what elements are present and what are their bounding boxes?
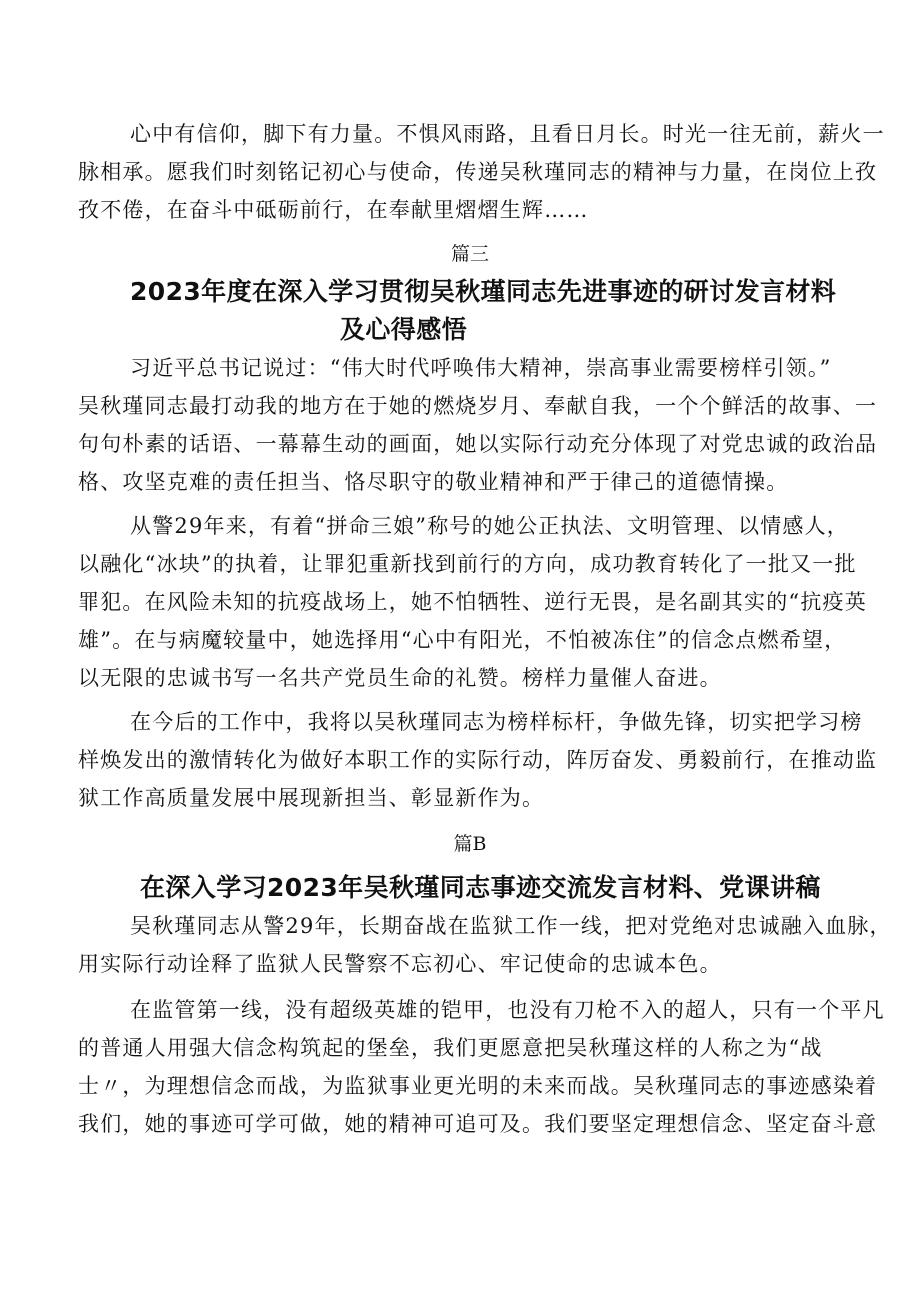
- paragraph: [78, 907, 892, 983]
- section-title: 2023年度在深入学习贯彻吴秋瑾同志先进事迹的研讨发言材料: [130, 277, 837, 306]
- text-line: 雄”。在与病魔较量中，她选择用“心中有阳光，不怕被冻住”的信念点燃希望，: [78, 628, 847, 652]
- paragraph: [78, 507, 867, 697]
- paragraph: [78, 349, 878, 501]
- section-title: 在深入学习2023年吴秋瑾同志事迹交流发言材料、党课讲稿: [140, 873, 821, 902]
- text-line: 以无限的忠诚书写一名共产党员生命的礼赞。榜样力量催人奋进。: [78, 666, 722, 690]
- text-line: 罪犯。在风险未知的抗疫战场上，她不怕牺牲、逆行无畏，是名副其实的“抗疫英: [78, 590, 867, 614]
- text-line: 孜不倦，在奋斗中砥砺前行，在奉献里熠熠生辉……: [78, 198, 589, 222]
- text-line: 样焕发出的激情转化为做好本职工作的实际行动，阵厉奋发、勇毅前行，在推动监: [78, 748, 878, 772]
- text-line: 士〃，为理想信念而战，为监狱事业更光明的未来而战。吴秋瑾同志的事迹感染着: [78, 1074, 878, 1098]
- section-title-continued: 及心得感悟: [340, 315, 468, 344]
- text-line: 在监管第一线，没有超级英雄的铠甲，也没有刀枪不入的超人，只有一个平凡: [130, 998, 885, 1022]
- section-label: 篇三: [450, 243, 489, 265]
- text-line: 我们，她的事迹可学可做，她的精神可追可及。我们要坚定理想信念、坚定奋斗意: [78, 1112, 878, 1136]
- intro-paragraph: [78, 0, 885, 229]
- text-line: 吴秋瑾同志从警29年，长期奋战在监狱工作一线，把对党绝对忠诚融入血脉，: [130, 914, 892, 938]
- paragraph: [78, 703, 878, 817]
- text-line: 习近平总书记说过：“伟大时代呼唤伟大精神，崇高事业需要榜样引领。”: [130, 356, 832, 380]
- text-line: 用实际行动诠释了监狱人民警察不忘初心、牢记使命的忠诚本色。: [78, 952, 722, 976]
- section-label: 篇B: [453, 833, 487, 855]
- text-line: 心中有信仰，脚下有力量。不惧风雨路，且看日月长。时光一往无前，薪火一: [130, 122, 885, 146]
- text-line: 脉相承。愿我们时刻铭记初心与使命，传递吴秋瑾同志的精神与力量，在岗位上孜: [78, 160, 878, 184]
- text-line: 从警29年来，有着“拼命三娘”称号的她公正执法、文明管理、以情感人，: [130, 514, 849, 538]
- text-line: 吴秋瑾同志最打动我的地方在于她的燃烧岁月、奉献自我，一个个鲜活的故事、一: [78, 394, 878, 418]
- text-line: 句句朴素的话语、一幕幕生动的画面，她以实际行动充分体现了对党忠诚的政治品: [78, 432, 878, 456]
- text-line: 以融化“冰块”的执着，让罪犯重新找到前行的方向，成功教育转化了一批又一批: [78, 552, 857, 576]
- text-line: 的普通人用强大信念构筑起的堡垒，我们更愿意把吴秋瑾这样的人称之为“战: [78, 1036, 823, 1060]
- text-line: 狱工作高质量发展中展现新担当、彰显新作为。: [78, 786, 545, 810]
- text-line: 格、攻坚克难的责任担当、恪尽职守的敬业精神和严于律己的道德情操。: [78, 470, 789, 494]
- paragraph: [78, 991, 885, 1143]
- text-line: 在今后的工作中，我将以吴秋瑾同志为榜样标杆，争做先锋，切实把学习榜: [130, 710, 863, 734]
